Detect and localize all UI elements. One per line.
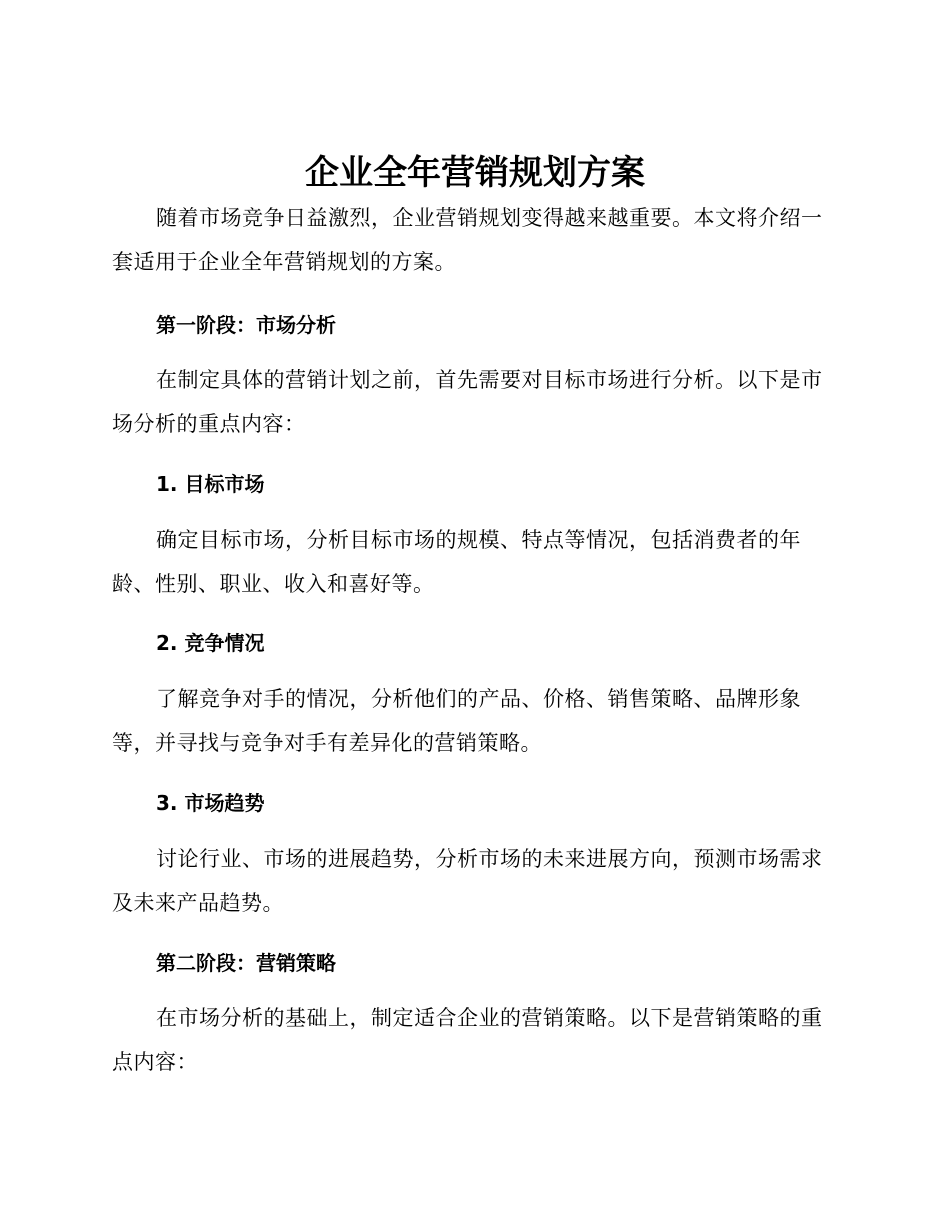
stage2-heading: 第二阶段：营销策略 <box>156 951 336 975</box>
stage1-intro-paragraph: 在制定具体的营销计划之前，首先需要对目标市场进行分析。以下是市场分析的重点内容： <box>112 368 823 436</box>
document-title: 企业全年营销规划方案 <box>305 153 645 193</box>
item3-paragraph: 讨论行业、市场的进展趋势，分析市场的未来进展方向，预测市场需求及未来产品趋势。 <box>112 847 823 915</box>
item3-heading: 3. 市场趋势 <box>156 791 265 815</box>
item1-paragraph: 确定目标市场，分析目标市场的规模、特点等情况，包括消费者的年龄、性别、职业、收入和喜好等。 <box>112 528 801 596</box>
stage2-intro-paragraph: 在市场分析的基础上，制定适合企业的营销策略。以下是营销策略的重点内容： <box>112 1006 823 1074</box>
item2-heading: 2. 竞争情况 <box>156 631 265 655</box>
item2-paragraph: 了解竞争对手的情况，分析他们的产品、价格、销售策略、品牌形象等，并寻找与竞争对手有差异化的营销策略。 <box>112 687 801 755</box>
stage1-heading: 第一阶段：市场分析 <box>156 313 336 337</box>
item1-heading: 1. 目标市场 <box>156 472 265 496</box>
intro-paragraph: 随着市场竞争日益激烈，企业营销规划变得越来越重要。本文将介绍一套适用于企业全年营销规划的方案。 <box>112 206 823 274</box>
